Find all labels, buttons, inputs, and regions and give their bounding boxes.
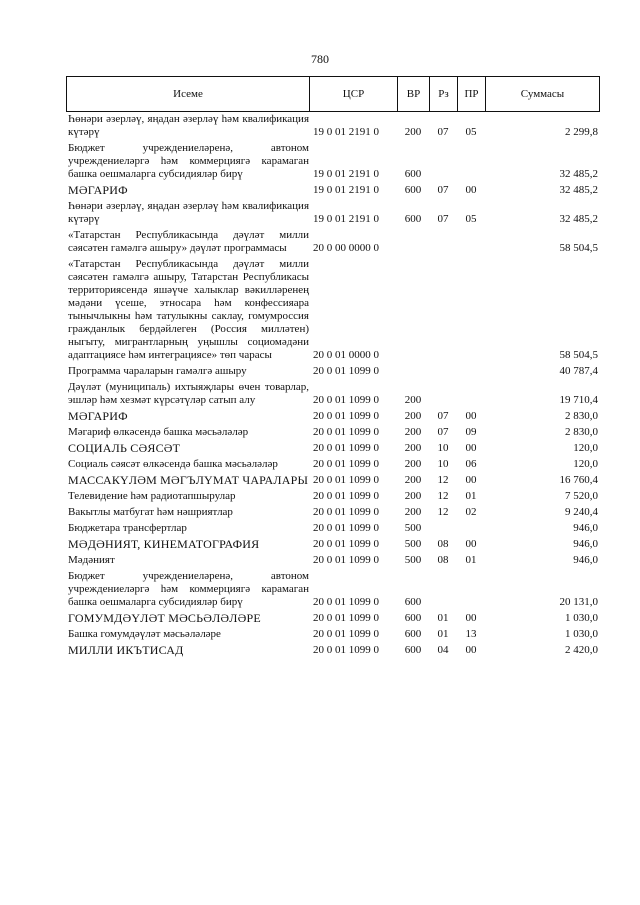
row-rz: 07 xyxy=(437,213,449,225)
row-sum: 946,0 xyxy=(573,554,598,566)
row-pr: 05 xyxy=(465,213,477,225)
row-name: МӘГАРИФ xyxy=(68,409,128,423)
row-sum: 16 760,4 xyxy=(559,474,598,486)
table-row xyxy=(68,442,598,455)
row-vr: 200 xyxy=(404,458,422,470)
row-vr: 200 xyxy=(404,394,422,406)
table-row xyxy=(68,426,598,439)
row-rz: 07 xyxy=(437,426,449,438)
table-row xyxy=(68,365,598,378)
row-rz: 08 xyxy=(437,554,449,566)
row-csr: 20 0 01 1099 0 xyxy=(313,644,379,656)
row-sum: 1 030,0 xyxy=(565,612,598,624)
header-name: Исеме xyxy=(67,77,310,111)
row-sum: 946,0 xyxy=(573,538,598,550)
header-csr: ЦСР xyxy=(310,77,398,111)
row-vr: 600 xyxy=(404,168,422,180)
table-row xyxy=(68,506,598,519)
row-name: Башка гомумдәүләт мәсьәләләре xyxy=(68,628,221,640)
row-pr: 00 xyxy=(465,442,477,454)
table-row xyxy=(68,229,598,255)
row-csr: 19 0 01 2191 0 xyxy=(313,168,379,180)
row-sum: 19 710,4 xyxy=(559,394,598,406)
row-sum: 20 131,0 xyxy=(559,596,598,608)
row-vr: 500 xyxy=(404,538,422,550)
row-sum: 1 030,0 xyxy=(565,628,598,640)
table-row xyxy=(68,474,598,487)
row-csr: 20 0 01 1099 0 xyxy=(313,474,379,486)
row-name: МАССАКҮЛӘМ МӘГЪЛҮМАТ ЧАРАЛАРЫ xyxy=(68,473,309,487)
row-rz: 12 xyxy=(437,490,449,502)
row-vr: 200 xyxy=(404,490,422,502)
header-pr: ПР xyxy=(458,77,486,111)
table-row xyxy=(68,644,598,657)
row-name: «Татарстан Республикасында дәүләт милли сәясәтен гамәлгә ашыру» дәүләт программасы xyxy=(68,229,309,254)
row-vr: 200 xyxy=(404,474,422,486)
row-rz: 07 xyxy=(437,126,449,138)
row-csr: 20 0 01 1099 0 xyxy=(313,506,379,518)
row-vr: 200 xyxy=(404,410,422,422)
row-csr: 20 0 01 1099 0 xyxy=(313,442,379,454)
table-row xyxy=(68,490,598,503)
row-vr: 500 xyxy=(404,522,422,534)
row-sum: 58 504,5 xyxy=(559,242,598,254)
row-vr: 200 xyxy=(404,506,422,518)
row-csr: 20 0 01 1099 0 xyxy=(313,554,379,566)
row-pr: 09 xyxy=(465,426,477,438)
row-rz: 01 xyxy=(437,628,449,640)
row-vr: 600 xyxy=(404,213,422,225)
row-vr: 200 xyxy=(404,126,422,138)
row-pr: 00 xyxy=(465,612,477,624)
row-csr: 20 0 01 1099 0 xyxy=(313,490,379,502)
row-pr: 01 xyxy=(465,554,477,566)
row-sum: 2 420,0 xyxy=(565,644,598,656)
table-row xyxy=(68,258,598,362)
row-csr: 19 0 01 2191 0 xyxy=(313,126,379,138)
header-rz: Рз xyxy=(430,77,458,111)
row-rz: 07 xyxy=(437,184,449,196)
row-vr: 600 xyxy=(404,184,422,196)
row-csr: 19 0 01 2191 0 xyxy=(313,213,379,225)
row-name: Вакытлы матбугат һәм нәшриятлар xyxy=(68,506,233,518)
row-sum: 946,0 xyxy=(573,522,598,534)
table-header xyxy=(66,76,600,112)
table-row xyxy=(68,628,598,641)
row-csr: 20 0 01 1099 0 xyxy=(313,394,379,406)
row-pr: 05 xyxy=(465,126,477,138)
table-row xyxy=(68,113,598,139)
row-name: Һөнәри әзерләү, яңадан әзерләү һәм квалификация күтәрү xyxy=(68,113,309,138)
row-name: Социаль сәясәт өлкәсендә башка мәсьәләләр xyxy=(68,458,278,470)
row-sum: 2 830,0 xyxy=(565,426,598,438)
table-row xyxy=(68,612,598,625)
row-rz: 08 xyxy=(437,538,449,550)
table-row xyxy=(68,458,598,471)
row-name: «Татарстан Республикасында дәүләт милли сәясәтен гамәлгә ашыру, Татарстан Республикасы территориясендә яшәүче халыклар вәкилләренең мәдәни үсеше, этносара һәм конфессияара тынычлыкны һәм татулыкны саклау, гомумроссия гражданлык бердәйлеген (Россия милләтен) ныгыту, мигрантларның уңышлы социомәдәни адаптациясе һәм интеграциясе» төп чарасы xyxy=(68,258,309,361)
row-vr: 600 xyxy=(404,644,422,656)
table-row xyxy=(68,522,598,535)
row-pr: 00 xyxy=(465,184,477,196)
table-row xyxy=(68,554,598,567)
table-body xyxy=(68,113,598,660)
row-pr: 00 xyxy=(465,538,477,550)
row-name: Бюджет учреждениеләренә, автоном учреждениеләргә һәм коммерциягә карамаган башка оешмаларга субсидияләр бирү xyxy=(68,570,309,608)
row-pr: 13 xyxy=(465,628,477,640)
row-sum: 9 240,4 xyxy=(565,506,598,518)
row-vr: 500 xyxy=(404,554,422,566)
row-pr: 01 xyxy=(465,490,477,502)
row-name: Телевидение һәм радиотапшырулар xyxy=(68,490,236,502)
row-csr: 20 0 01 1099 0 xyxy=(313,596,379,608)
row-vr: 200 xyxy=(404,442,422,454)
row-name: МӘДӘНИЯТ, КИНЕМАТОГРАФИЯ xyxy=(68,537,260,551)
row-rz: 12 xyxy=(437,506,449,518)
row-pr: 06 xyxy=(465,458,477,470)
table-row xyxy=(68,381,598,407)
row-name: Программа чараларын гамәлгә ашыру xyxy=(68,365,247,377)
row-csr: 20 0 01 1099 0 xyxy=(313,538,379,550)
row-csr: 20 0 00 0000 0 xyxy=(313,242,379,254)
row-vr: 600 xyxy=(404,628,422,640)
table-row xyxy=(68,538,598,551)
row-name: МИЛЛИ ИКЪТИСАД xyxy=(68,643,184,657)
row-name: Дәүләт (муниципаль) ихтыяҗлары өчен товарлар, эшләр һәм хезмәт күрсәтүләр сатып алу xyxy=(68,381,309,406)
table-row xyxy=(68,570,598,609)
row-csr: 19 0 01 2191 0 xyxy=(313,184,379,196)
header-sum: Суммасы xyxy=(520,88,565,100)
row-pr: 00 xyxy=(465,410,477,422)
row-name: СОЦИАЛЬ СӘЯСӘТ xyxy=(68,441,181,455)
row-name: Бюджетара трансфертлар xyxy=(68,522,187,534)
row-name: Мәдәният xyxy=(68,554,115,566)
row-sum: 120,0 xyxy=(573,442,598,454)
row-csr: 20 0 01 1099 0 xyxy=(313,426,379,438)
table-row xyxy=(68,410,598,423)
row-csr: 20 0 01 1099 0 xyxy=(313,458,379,470)
row-vr: 200 xyxy=(404,426,422,438)
row-sum: 2 830,0 xyxy=(565,410,598,422)
row-pr: 02 xyxy=(465,506,477,518)
row-sum: 7 520,0 xyxy=(565,490,598,502)
row-sum: 120,0 xyxy=(573,458,598,470)
row-csr: 20 0 01 1099 0 xyxy=(313,628,379,640)
table-row xyxy=(68,184,598,197)
header-vr: ВР xyxy=(398,77,430,111)
row-rz: 12 xyxy=(437,474,449,486)
row-name: МӘГАРИФ xyxy=(68,183,128,197)
page-number: 780 xyxy=(311,52,329,66)
row-csr: 20 0 01 1099 0 xyxy=(313,522,379,534)
row-csr: 20 0 01 1099 0 xyxy=(313,612,379,624)
row-sum: 32 485,2 xyxy=(559,168,598,180)
row-sum: 40 787,4 xyxy=(559,365,598,377)
table-row xyxy=(68,200,598,226)
row-sum: 2 299,8 xyxy=(565,126,598,138)
row-rz: 10 xyxy=(437,442,449,454)
row-csr: 20 0 01 1099 0 xyxy=(313,365,379,377)
row-sum: 32 485,2 xyxy=(559,213,598,225)
row-sum: 58 504,5 xyxy=(559,349,598,361)
row-name: Һөнәри әзерләү, яңадан әзерләү һәм квалификация күтәрү xyxy=(68,200,309,225)
table-row xyxy=(68,142,598,181)
row-vr: 600 xyxy=(404,612,422,624)
row-vr: 600 xyxy=(404,596,422,608)
row-rz: 01 xyxy=(437,612,449,624)
row-name: ГОМУМДӘҮЛӘТ МӘСЬӘЛӘЛӘРЕ xyxy=(68,611,261,625)
row-pr: 00 xyxy=(465,474,477,486)
row-rz: 04 xyxy=(437,644,449,656)
row-sum: 32 485,2 xyxy=(559,184,598,196)
row-csr: 20 0 01 0000 0 xyxy=(313,349,379,361)
row-rz: 07 xyxy=(437,410,449,422)
row-csr: 20 0 01 1099 0 xyxy=(313,410,379,422)
row-name: Мәгариф өлкәсендә башка мәсьәләләр xyxy=(68,426,249,438)
row-name: Бюджет учреждениеләренә, автоном учреждениеләргә һәм коммерциягә карамаган башка оешмаларга субсидияләр бирү xyxy=(68,142,309,180)
row-pr: 00 xyxy=(465,644,477,656)
row-rz: 10 xyxy=(437,458,449,470)
